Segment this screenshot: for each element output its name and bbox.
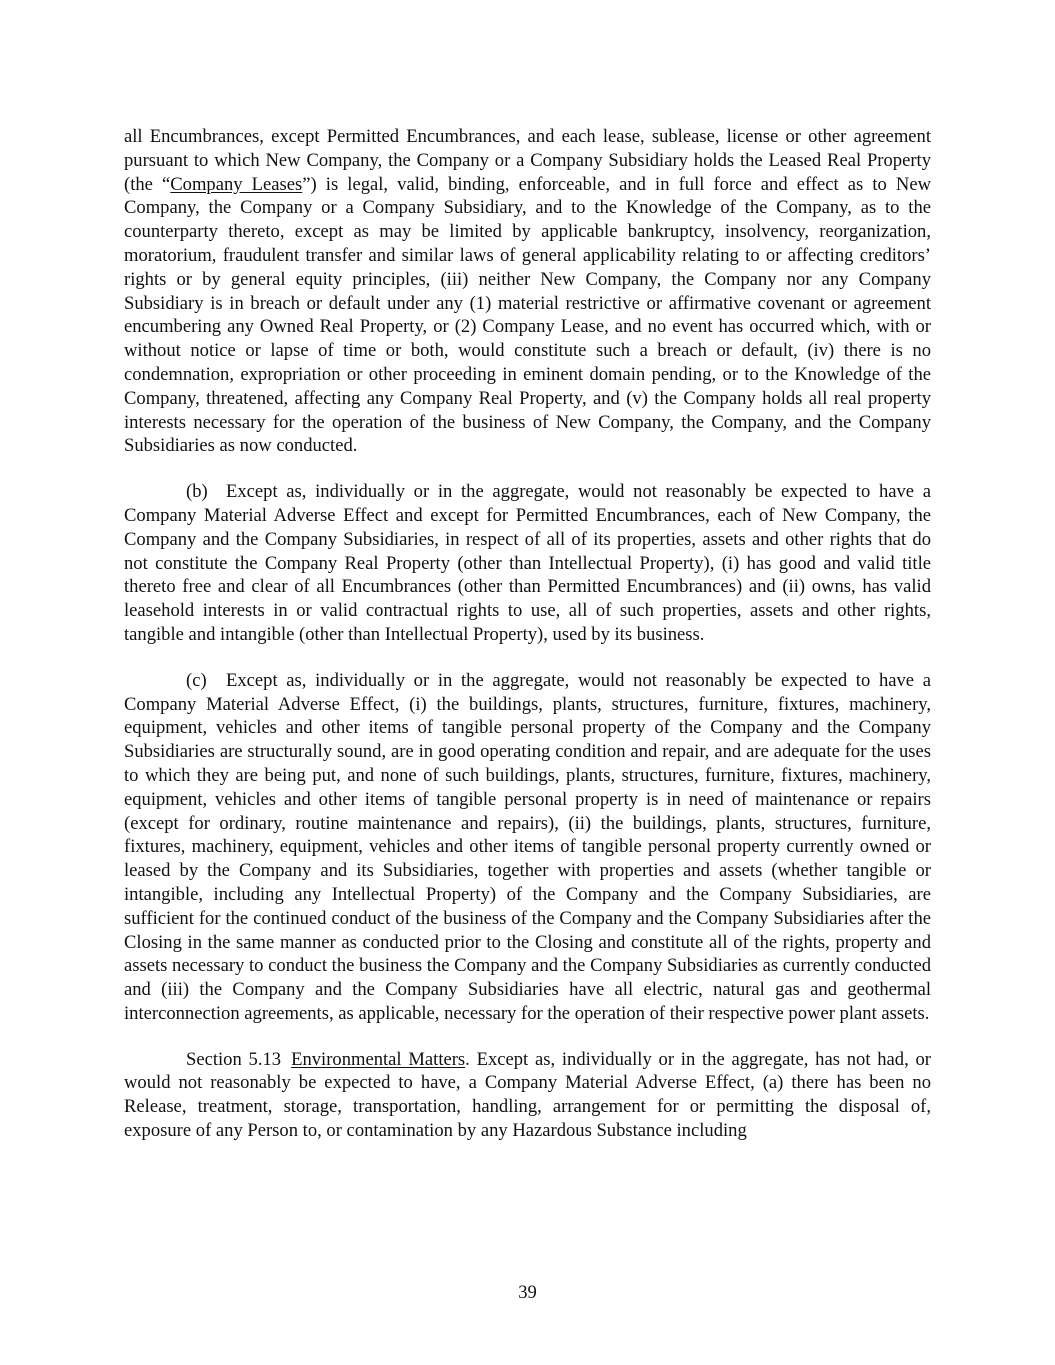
paragraph-a-text-2: ”) is legal, valid, binding, enforceable, and in full force and effect as to New Company, the Company or a Company Subsidiary, and to the Knowledge of the Company, as to the counterparty thereto, except as may be limited by applicable bankruptcy, insolvency, reorganization, moratorium, fraudulent transfer and similar laws of general applicability relating to or affecting creditors’ rights or by general equity principles, (iii) neither New Company, the Company nor any Company Subsidiary is in breach or default under any (1) material restrictive or affirmative covenant or agreement encumbering any Owned Real Property, or (2) Company Lease, and no event has occurred which, with or without notice or lapse of time or both, would constitute such a breach or default, (iv) there is no condemnation, expropriation or other proceeding in eminent domain pending, or to the Knowledge of the Company, threatened, affecting any Company Real Property, and (v) the Company holds all real property interests necessary for the operation of the business of New Company, the Company, and the Company Subsidiaries as now conducted.: [124, 173, 932, 457]
paragraph-a-continuation: [124, 125, 931, 458]
paragraph-b-label: (b): [186, 481, 208, 503]
section-text: Except as, individually or in the aggregate, has not had, or would not reasonably be expected to have, a Company Material Adverse Effect, (a) there has been no Release, treatment, storage, transportation, handling, arrangement for or permitting the disposal of, exposure of any Person to, or contamination by any Hazardous Substance including: [124, 1048, 931, 1142]
paragraph-c-text: Except as, individually or in the aggregate, would not reasonably be expected to have a Company Material Adverse Effect, (i) the buildings, plants, structures, furniture, fixtures, machinery, equipment, vehicles and other items of tangible personal property of the Company and the Company Subsidiaries are structurally sound, are in good operating condition and repair, and are adequate for the uses to which they are being put, and none of such buildings, plants, structures, furniture, fixtures, machinery, equipment, vehicles and other items of tangible personal property is in need of maintenance or repairs (except for ordinary, routine maintenance and repairs), (ii) the buildings, plants, structures, furniture, fixtures, machinery, equipment, vehicles and other items of tangible personal property currently owned or leased by the Company and its Subsidiaries, together with properties and assets (whether tangible or intangible, including any Intellectual Property) of the Company and the Company Subsidiaries, are sufficient for the continued conduct of the business of the Company and the Company Subsidiaries after the Closing in the same manner as conducted prior to the Closing and constitute all of the rights, property and assets necessary to conduct the business the Company and the Company Subsidiaries as currently conducted and (iii) the Company and the Company Subsidiaries have all electric, natural gas and geothermal interconnection agreements, as applicable, necessary for the operation of their respective power plant assets.: [124, 669, 931, 1024]
section-number: Section 5.13: [186, 1048, 282, 1070]
defined-term-company-leases: Company Leases: [170, 173, 303, 195]
paragraph-c-label: (c): [186, 669, 207, 691]
section-heading-suffix: .: [465, 1048, 470, 1070]
paragraph-b: [124, 480, 931, 647]
paragraph-b-text: Except as, individually or in the aggregate, would not reasonably be expected to have a Company Material Adverse Effect and except for Permitted Encumbrances, each of New Company, the Company and the Company Subsidiaries, in respect of all of its properties, assets and other rights that do not constitute the Company Real Property (other than Intellectual Property), (i) has good and valid title thereto free and clear of all Encumbrances (other than Permitted Encumbrances) and (ii) owns, has valid leasehold interests in or valid contractual rights to use, all of such properties, assets and other rights, tangible and intangible (other than Intellectual Property), used by its business.: [124, 481, 931, 645]
section-5-13: [124, 1048, 931, 1143]
document-body: [124, 125, 931, 1165]
paragraph-a-text-1: all Encumbrances, except Permitted Encumbrances, and each lease, sublease, license or other agreement pursuant to which New Company, the Company or a Company Subsidiary holds the Leased Real Property (the “: [124, 126, 931, 195]
page-number: 39: [518, 1282, 537, 1303]
section-heading: Environmental Matters: [291, 1048, 466, 1070]
paragraph-c: [124, 669, 931, 1026]
